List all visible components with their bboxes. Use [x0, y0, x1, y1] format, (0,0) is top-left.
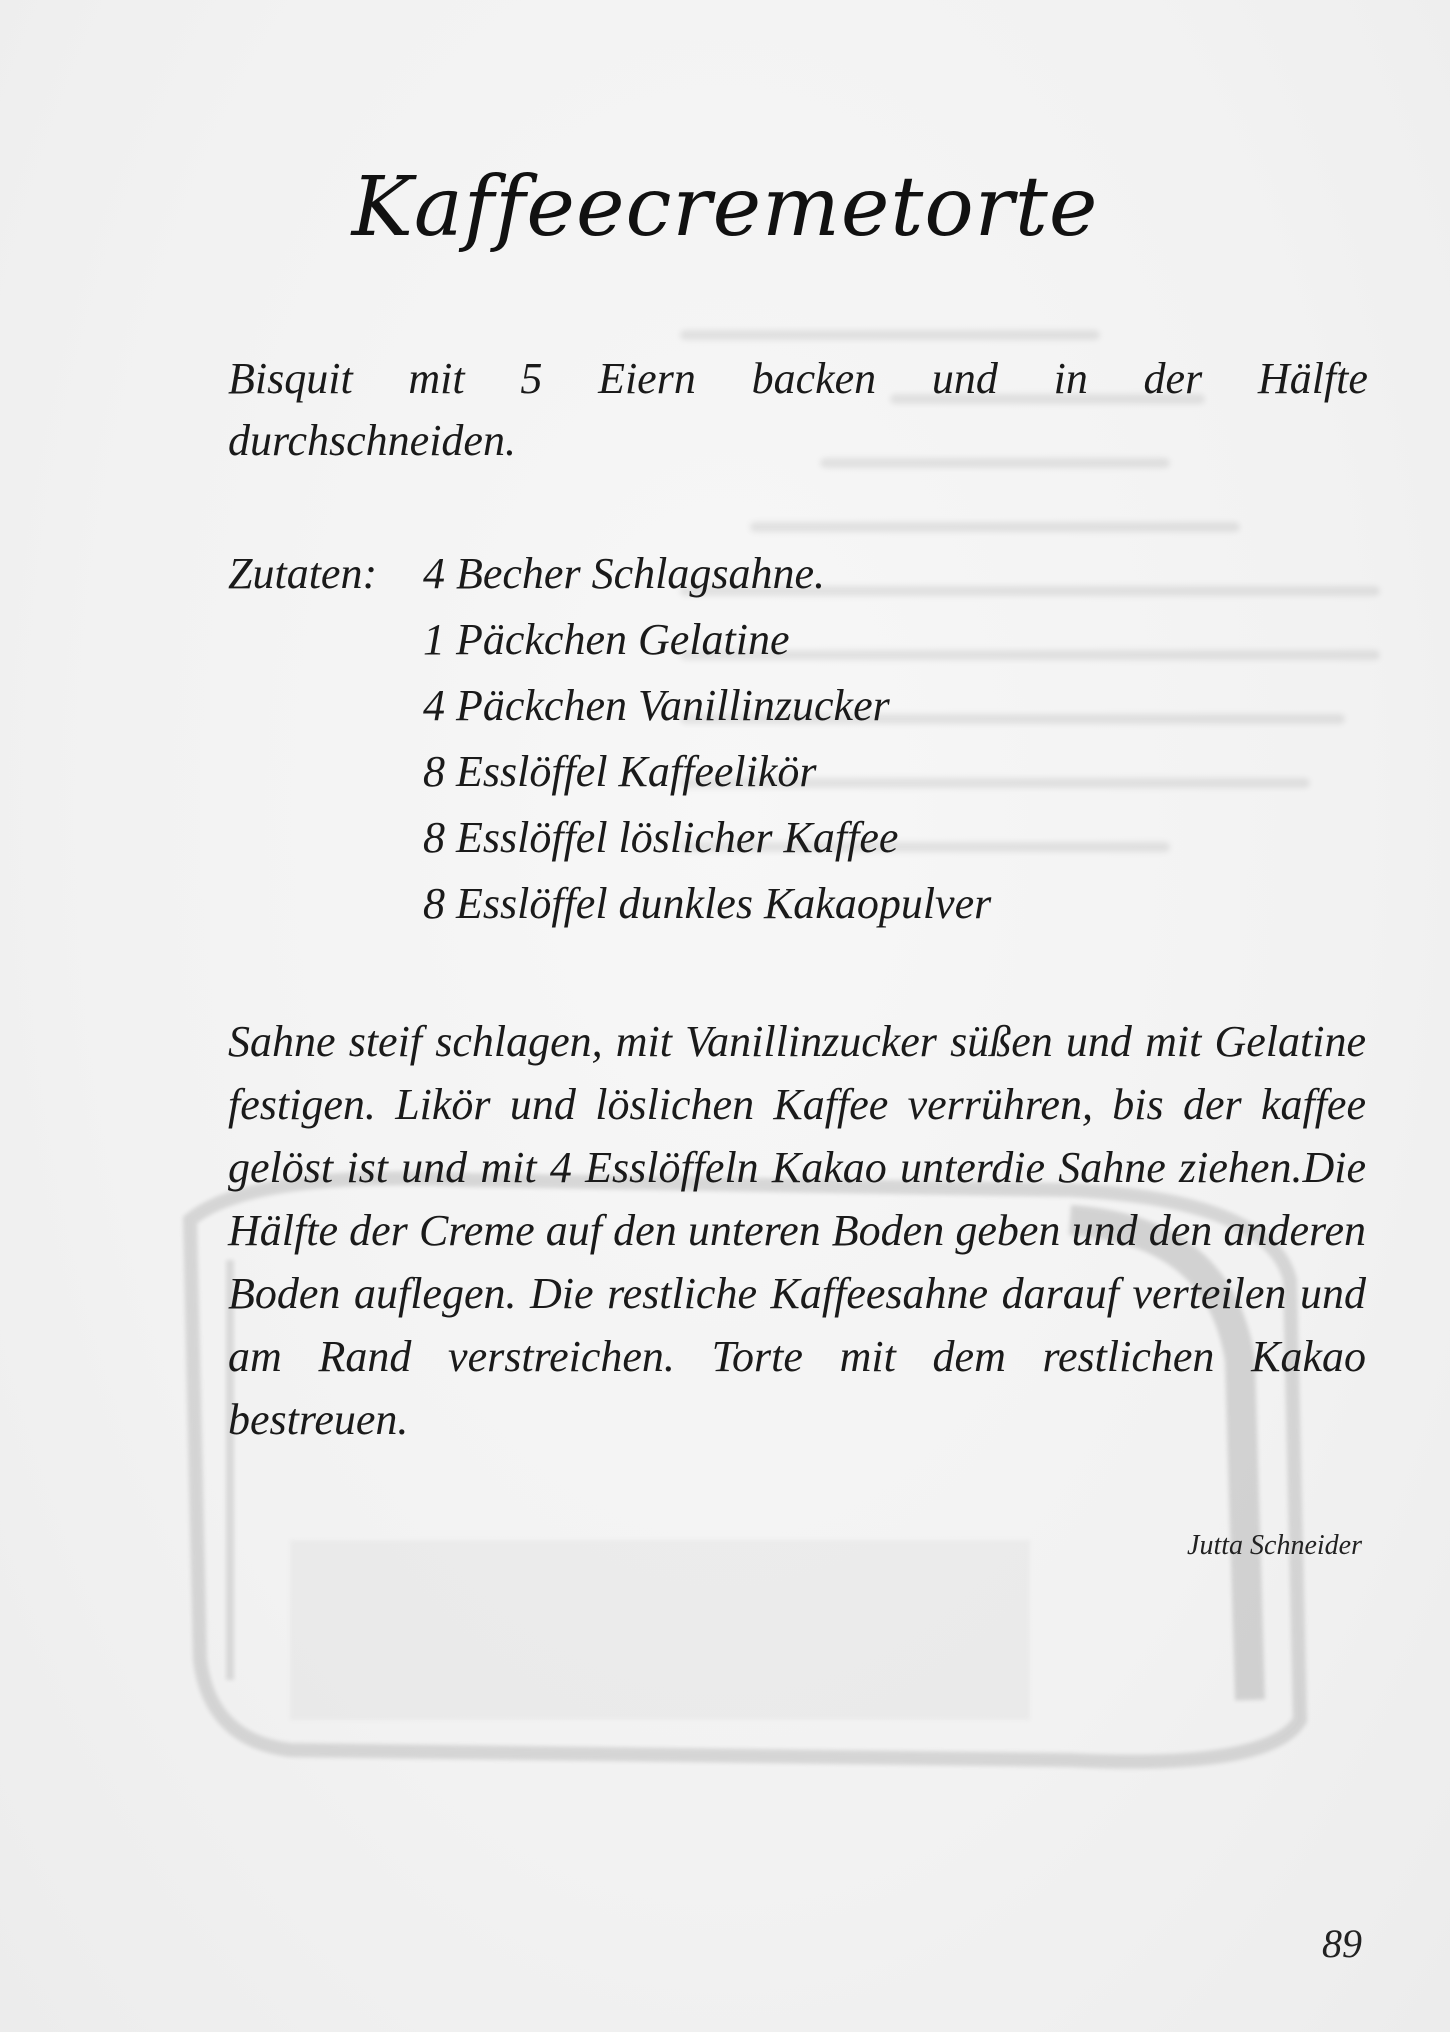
intro-word: 5 [520, 354, 543, 403]
ingredient-row [228, 548, 1128, 614]
intro-word: Eiern [598, 354, 696, 403]
intro-word: und [931, 354, 998, 403]
ingredient-item: 8 Esslöffel Kaffeelikör [423, 747, 817, 796]
ingredient-item: 1 Päckchen Gelatine [423, 615, 790, 664]
ingredient-item: 4 Päckchen Vanillinzucker [423, 681, 890, 730]
ingredient-item: 8 Esslöffel dunkles Kakaopulver [423, 879, 992, 928]
intro-word: der [1143, 354, 1203, 403]
intro-paragraph [228, 348, 1368, 472]
intro-word: Hälfte [1257, 354, 1368, 403]
page-number: 89 [1322, 1921, 1362, 1966]
ingredient-row [228, 680, 1128, 746]
ingredients-list [228, 548, 1128, 944]
ingredient-row [228, 614, 1128, 680]
ingredient-row [228, 812, 1128, 878]
intro-word: in [1053, 354, 1088, 403]
author-signature: Jutta Schneider [1187, 1530, 1362, 1561]
intro-word: backen [751, 354, 877, 403]
recipe-title: Kaffeecremetorte [351, 160, 1099, 255]
intro-line-1 [228, 348, 1368, 410]
intro-line-2: durchschneiden. [228, 416, 516, 465]
ingredients-label: Zutaten: [228, 549, 378, 598]
ingredient-item: 8 Esslöffel löslicher Kaffee [423, 813, 899, 862]
ingredient-row [228, 878, 1128, 944]
method-paragraph: Sahne steif schlagen, mit Vanillinzucker süßen und mit Gelatine festigen. Likör und löslichen Kaffee verrühren, bis der kaffee gelöst ist und mit 4 Esslöffeln Kakao unterdie Sahne ziehen.Die Hälfte der Creme auf den unteren Boden geben und den anderen Boden auflegen. Die restliche Kaffeesahne darauf verteilen und am Rand verstreichen. Torte mit dem restlichen Kakao bestreuen. [228, 1017, 1366, 1444]
intro-word: mit [408, 354, 465, 403]
intro-word: Bisquit [228, 354, 353, 403]
ingredient-row [228, 746, 1128, 812]
ingredient-item: 4 Becher Schlagsahne. [423, 549, 825, 598]
